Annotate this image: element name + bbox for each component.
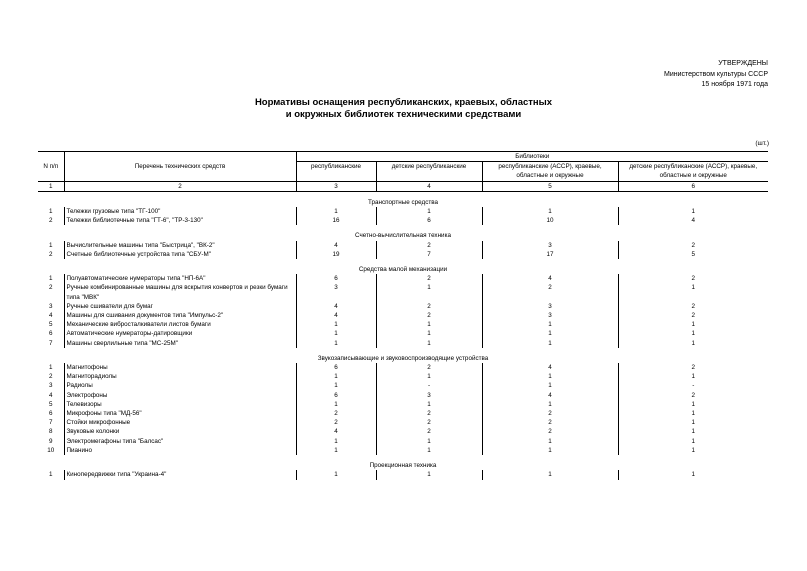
value-republican: 3 [296,283,376,301]
section-title: Проекционная техника [369,462,437,470]
row-number: 1 [48,364,53,372]
row-name: Магниторадиолы [64,372,296,381]
table-row [38,437,768,446]
value-children-regional: 2 [618,391,768,400]
col-number: 4 [376,181,482,191]
table-row [38,391,768,400]
header-row-top [38,152,768,162]
value-children-regional: 1 [618,446,768,455]
value-republican: 6 [296,274,376,283]
value-regional: 1 [482,207,618,216]
value-children-regional: 4 [618,216,768,225]
row-name: Счетные библиотечные устройства типа "СБУ-М" [64,250,296,259]
value-regional: 17 [482,250,618,259]
value-regional: 1 [482,329,618,338]
value-children-republican: 1 [376,437,482,446]
value-children-regional: 2 [618,363,768,372]
value-children-republican: 2 [376,311,482,320]
title-line-1: Нормативы оснащения республиканских, краевых, областных [254,97,553,108]
value-children-republican: 2 [376,418,482,427]
col-number: 3 [296,181,376,191]
section-header [38,348,768,363]
title-line-2: и окружных библиотек техническими средствами [285,108,522,120]
value-children-republican: 2 [376,409,482,418]
row-name: Пианино [64,446,296,455]
value-children-republican: 2 [376,241,482,250]
value-children-republican: 1 [376,207,482,216]
value-republican: 6 [296,363,376,372]
row-number: 4 [48,312,53,320]
value-regional: 3 [482,302,618,311]
row-number: 10 [47,446,55,454]
value-regional: 1 [482,339,618,348]
row-name: Машины для сшивания документов типа "Импульс-2" [64,311,296,320]
row-name: Электромегафоны типа "Балсас" [64,437,296,446]
section-header [38,225,768,240]
value-republican: 19 [296,250,376,259]
value-regional: 2 [482,427,618,436]
table-row [38,250,768,259]
row-number: 6 [48,330,53,338]
row-name: Звуковые колонки [64,427,296,436]
value-children-regional: 1 [618,470,768,479]
value-regional: 3 [482,311,618,320]
section-title: Звукозаписывающие и звуковоспроизводящие устройства [317,354,489,362]
value-children-regional: 1 [618,427,768,436]
row-name: Стойки микрофонные [64,418,296,427]
row-name: Механические вибросталкиватели листов бумаги [64,320,296,329]
table-row [38,311,768,320]
table-row [38,381,768,390]
value-regional: 10 [482,216,618,225]
value-republican: 1 [296,470,376,479]
header-col-4: детские республиканские [376,162,482,181]
value-children-regional: 1 [618,418,768,427]
row-name: Ручные комбинированные машины для вскрытия конвертов и резки бумаги типа "МВК" [64,283,296,301]
row-name: Радиолы [64,381,296,390]
value-children-regional: 1 [618,207,768,216]
value-republican: 4 [296,311,376,320]
header-name: Перечень технических средств [64,162,296,181]
approval-line-3: 15 ноября 1971 года [701,81,768,88]
table-row [38,329,768,338]
col-number: 2 [64,181,296,191]
value-children-regional: 1 [618,283,768,301]
table-row [38,409,768,418]
header-num: N п/п [38,162,64,181]
value-regional: 4 [482,274,618,283]
col-number: 5 [482,181,618,191]
value-regional: 1 [482,446,618,455]
value-regional: 1 [482,381,618,390]
value-children-regional: 2 [618,274,768,283]
row-number: 8 [48,428,53,436]
col-number: 6 [618,181,768,191]
row-number: 9 [48,437,53,445]
row-number: 7 [48,339,53,347]
section-header [38,259,768,274]
value-regional: 2 [482,418,618,427]
value-children-republican: 2 [376,274,482,283]
value-children-republican: 7 [376,250,482,259]
value-children-republican: 1 [376,372,482,381]
section-header [38,191,768,207]
value-republican: 4 [296,427,376,436]
value-children-regional: 2 [618,241,768,250]
row-name: Машины сверлильные типа "МС-25М" [64,339,296,348]
section-title: Средства малой механизации [358,266,448,274]
value-children-regional: - [618,381,768,390]
value-republican: 16 [296,216,376,225]
row-name: Автоматические нумераторы-датировщики [64,329,296,338]
value-children-regional: 1 [618,409,768,418]
table-row [38,400,768,409]
row-number: 3 [48,302,53,310]
row-name: Электрофоны [64,391,296,400]
value-regional: 2 [482,409,618,418]
value-regional: 1 [482,320,618,329]
value-children-regional: 2 [618,311,768,320]
value-children-republican: 1 [376,470,482,479]
row-name: Полуавтоматические нумераторы типа "НП-6А" [64,274,296,283]
header-col-3: республиканские [296,162,376,181]
value-republican: 6 [296,391,376,400]
value-children-republican: - [376,381,482,390]
value-republican: 1 [296,320,376,329]
value-children-republican: 1 [376,339,482,348]
libraries-header: Библиотеки [296,152,768,162]
value-republican: 1 [296,446,376,455]
table-row [38,363,768,372]
row-number: 1 [48,241,53,249]
table-row [38,339,768,348]
value-children-republican: 2 [376,427,482,436]
value-republican: 1 [296,207,376,216]
table-row [38,274,768,283]
value-republican: 1 [296,339,376,348]
header-row [38,162,768,181]
value-regional: 3 [482,241,618,250]
row-number: 5 [48,400,53,408]
table-row [38,302,768,311]
table-row [38,446,768,455]
table-row [38,283,768,301]
value-regional: 4 [482,391,618,400]
row-name: Кинопередвижки типа "Украина-4" [64,470,296,479]
value-regional: 4 [482,363,618,372]
row-name: Тележки библиотечные типа "ГТ-6", "ТР-3-130" [64,216,296,225]
row-number: 1 [48,275,53,283]
header-col-5: республиканские (АССР), краевые, областные и окружные [482,162,618,181]
row-number: 2 [48,373,53,381]
section-header [38,455,768,470]
col-number: 1 [38,181,64,191]
column-numbers-row [38,181,768,191]
value-children-republican: 1 [376,283,482,301]
value-republican: 2 [296,418,376,427]
value-republican: 1 [296,400,376,409]
table-row [38,427,768,436]
value-children-regional: 1 [618,437,768,446]
table-row [38,241,768,250]
value-children-republican: 3 [376,391,482,400]
value-republican: 4 [296,302,376,311]
header-col-6: детские республиканские (АССР), краевые, областные и окружные [618,162,768,181]
row-name: Магнитофоны [64,363,296,372]
value-regional: 1 [482,470,618,479]
row-number: 1 [48,208,53,216]
value-children-regional: 1 [618,329,768,338]
value-children-republican: 1 [376,320,482,329]
row-name: Телевизоры [64,400,296,409]
section-title: Транспортные средства [367,198,439,206]
value-republican: 1 [296,437,376,446]
table-row [38,320,768,329]
value-children-regional: 1 [618,339,768,348]
row-number: 6 [48,410,53,418]
table-row [38,207,768,216]
section-title: Счетно-вычислительная техника [355,232,451,240]
document-title [0,97,807,120]
table-row [38,470,768,479]
value-children-republican: 1 [376,446,482,455]
row-name: Вычислительные машины типа "Быстрица", "ВК-2" [64,241,296,250]
value-children-regional: 1 [618,372,768,381]
row-number: 2 [48,217,53,225]
value-regional: 1 [482,437,618,446]
value-children-republican: 2 [376,302,482,311]
value-regional: 1 [482,400,618,409]
value-republican: 2 [296,409,376,418]
value-children-republican: 2 [376,363,482,372]
row-number: 2 [48,284,53,292]
value-regional: 1 [482,372,618,381]
value-children-regional: 2 [618,302,768,311]
table-row [38,216,768,225]
row-number: 2 [48,250,53,258]
table-row [38,372,768,381]
value-children-republican: 1 [376,400,482,409]
row-name: Ручные сшиватели для бумаг [64,302,296,311]
value-republican: 1 [296,372,376,381]
value-children-republican: 1 [376,329,482,338]
value-children-regional: 1 [618,320,768,329]
value-children-republican: 6 [376,216,482,225]
row-number: 3 [48,382,53,390]
row-number: 4 [48,391,53,399]
row-name: Микрофоны типа "МД-56" [64,409,296,418]
value-children-regional: 1 [618,400,768,409]
approval-line-1: УТВЕРЖДЕНЫ [718,60,768,67]
approval-line-2: Министерством культуры СССР [663,70,768,78]
value-republican: 4 [296,241,376,250]
value-regional: 2 [482,283,618,301]
row-number: 5 [48,321,53,329]
row-number: 7 [48,419,53,427]
value-republican: 1 [296,381,376,390]
row-name: Тележки грузовые типа "ТГ-100" [64,207,296,216]
row-number: 1 [48,471,53,479]
units-label: (шт.) [755,140,769,147]
value-republican: 1 [296,329,376,338]
norms-table [38,151,768,480]
approval-stamp [664,59,768,91]
value-children-regional: 5 [618,250,768,259]
table-row [38,418,768,427]
